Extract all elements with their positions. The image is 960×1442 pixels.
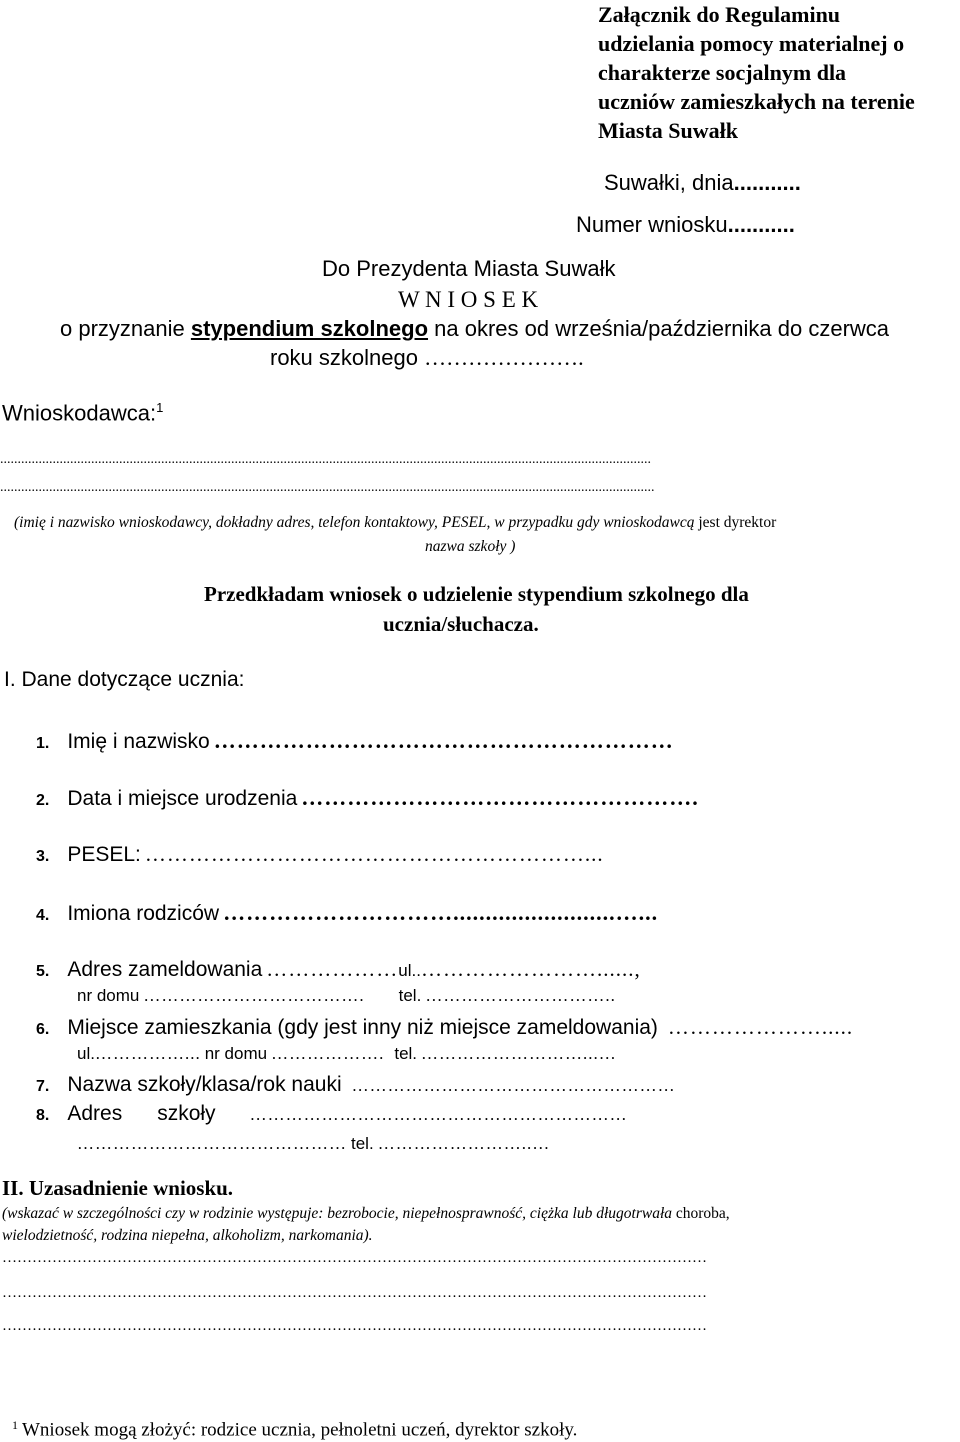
applicant-hint-italic: (imię i nazwisko wnioskodawcy, dokładny adres, telefon kontaktowy, PESEL, w przypadku gdy wnioskodawcą [14, 514, 695, 531]
parents-field[interactable]: ………………………….........................…... [223, 900, 659, 925]
subtitle-pre: o przyznanie [60, 316, 185, 341]
list-item [36, 1073, 676, 1097]
school-year-field[interactable]: …………………. [424, 345, 584, 370]
justification-field-1[interactable]: …………………………………………………………………………………………………………………………… [2, 1250, 707, 1266]
list-item [36, 957, 641, 982]
number-field[interactable]: ........... [727, 212, 795, 237]
addressee: Do Prezydenta Miasta Suwałk [322, 256, 616, 281]
footnote [12, 1418, 577, 1441]
phone-field[interactable]: ………………………….. [425, 986, 616, 1005]
house-field[interactable]: ………………. [271, 1044, 385, 1063]
list-item [36, 728, 674, 754]
section-2-hint-2: wielodzietność, rodzina niepełna, alkoholizm, narkomania). [2, 1227, 373, 1244]
applicant-hint-upright: jest dyrektor [698, 514, 777, 531]
attachment-line: Miasta Suwałk [598, 118, 738, 143]
street-label: ul.. [398, 961, 421, 980]
phone-label: tel. [398, 986, 422, 1005]
attachment-line: charakterze socjalnym dla [598, 60, 847, 85]
item-number: 1. [36, 735, 50, 752]
number-line [576, 212, 795, 238]
item-label: Nazwa szkoły/klasa/rok nauki [67, 1073, 342, 1096]
phone-label: tel. [394, 1044, 418, 1063]
subtitle-underlined: stypendium szkolnego [190, 316, 429, 341]
house-label: nr domu [77, 986, 140, 1005]
item-label: Imiona rodziców [67, 902, 220, 925]
justification-field-2[interactable]: …………………………………………………………………………………………………………………………… [2, 1285, 707, 1301]
street-label: ul. [77, 1044, 95, 1063]
list-item [36, 900, 658, 926]
submission-line-2: ucznia/słuchacza. [383, 612, 539, 636]
item-label: Adres szkoły [67, 1102, 216, 1125]
applicant-field-1[interactable]: .......................................................................................................................................................................................... [0, 452, 651, 467]
item-number: 5. [36, 963, 50, 980]
footnote-text: Wniosek mogą złożyć: rodzice ucznia, pełnoletni uczeń, dyrektor szkoły. [22, 1419, 578, 1441]
house-label: nr domu [204, 1044, 268, 1063]
list-item-continuation [77, 1044, 617, 1064]
name-field[interactable]: …………………………………………………… [213, 728, 674, 753]
item-label: PESEL: [67, 843, 141, 866]
item-number: 7. [36, 1078, 50, 1095]
phone-label: tel. [351, 1134, 374, 1153]
school-year-line [270, 345, 584, 371]
date-field[interactable]: ........... [733, 170, 801, 195]
list-item [36, 842, 604, 867]
item-label: Data i miejsce urodzenia [67, 787, 298, 810]
item-label: Imię i nazwisko [67, 730, 210, 753]
item-label: Adres zameldowania [67, 958, 263, 981]
house-field[interactable]: ………………………………. [143, 986, 365, 1005]
item-number: 2. [36, 792, 50, 809]
applicant-label [2, 400, 163, 426]
attachment-note [598, 0, 960, 145]
school-address-field[interactable]: ……………………………………………………… [249, 1105, 628, 1124]
street-field[interactable]: ……………... [94, 1044, 201, 1063]
birth-field[interactable]: ……………………………………………. [301, 785, 699, 810]
footnote-mark: 1 [12, 1418, 18, 1432]
list-item [36, 1102, 628, 1126]
school-year-label: roku szkolnego [270, 345, 418, 370]
item-number: 4. [36, 907, 50, 924]
phone-field[interactable]: ……………………..… [377, 1134, 551, 1153]
residence-field[interactable]: …………………..... [667, 1015, 854, 1039]
applicant-hint-2: nazwa szkoły ) [425, 538, 516, 555]
justification-field-3[interactable]: …………………………………………………………………………………………………………………………… [2, 1318, 707, 1334]
section-1-heading-text: I. Dane dotyczące ucznia: [4, 668, 245, 691]
item-label: Miejsce zamieszkania (gdy jest inny niż miejsce zameldowania) [67, 1016, 658, 1039]
attachment-line: udzielania pomocy materialnej o [598, 31, 905, 56]
item-number: 3. [36, 848, 50, 865]
section-1-heading [4, 668, 244, 692]
attachment-line: Załącznik do Regulaminu [598, 2, 841, 27]
school-address-field-2[interactable]: ……………………………………… [77, 1134, 347, 1153]
number-label: Numer wniosku [576, 212, 728, 237]
registered-address-field[interactable]: ……………… [266, 957, 399, 981]
phone-field[interactable]: ………………………...… [421, 1044, 617, 1063]
footnote-ref: 1 [156, 400, 164, 415]
item-number: 6. [36, 1021, 50, 1038]
applicant-label-text: Wnioskodawca: [2, 400, 157, 426]
attachment-line: uczniów zamieszkałych na terenie [598, 89, 915, 114]
applicant-hint [14, 514, 776, 532]
submission-line-1: Przedkładam wniosek o udzielenie stypendium szkolnego dla [204, 582, 749, 606]
street-field[interactable]: ……………………......, [420, 957, 641, 981]
section-2-hint-italic: (wskazać w szczególności czy w rodzinie występuje: bezrobocie, niepełnosprawność, ciężka lub długotrwała [2, 1205, 673, 1222]
form-heading: W N I O S E K [398, 287, 539, 312]
school-name-field[interactable]: ……………………………………………… [351, 1076, 676, 1095]
list-item-continuation [77, 986, 616, 1006]
applicant-field-2[interactable]: ........................................................................................................................................................................................... [0, 480, 655, 495]
item-number: 8. [36, 1107, 50, 1124]
section-2-heading: II. Uzasadnienie wniosku. [2, 1176, 234, 1200]
list-item [36, 785, 699, 811]
subtitle-post: na okres od września/października do czerwca [434, 316, 890, 341]
date-line [604, 170, 801, 196]
date-label: Suwałki, dnia [604, 170, 734, 195]
section-2-hint [2, 1205, 730, 1223]
list-item [36, 1015, 853, 1040]
form-subtitle [60, 316, 889, 342]
list-item-continuation [77, 1134, 550, 1154]
section-2-hint-upright: choroba, [675, 1205, 730, 1222]
pesel-field[interactable]: ……………………………………………………... [144, 842, 604, 866]
